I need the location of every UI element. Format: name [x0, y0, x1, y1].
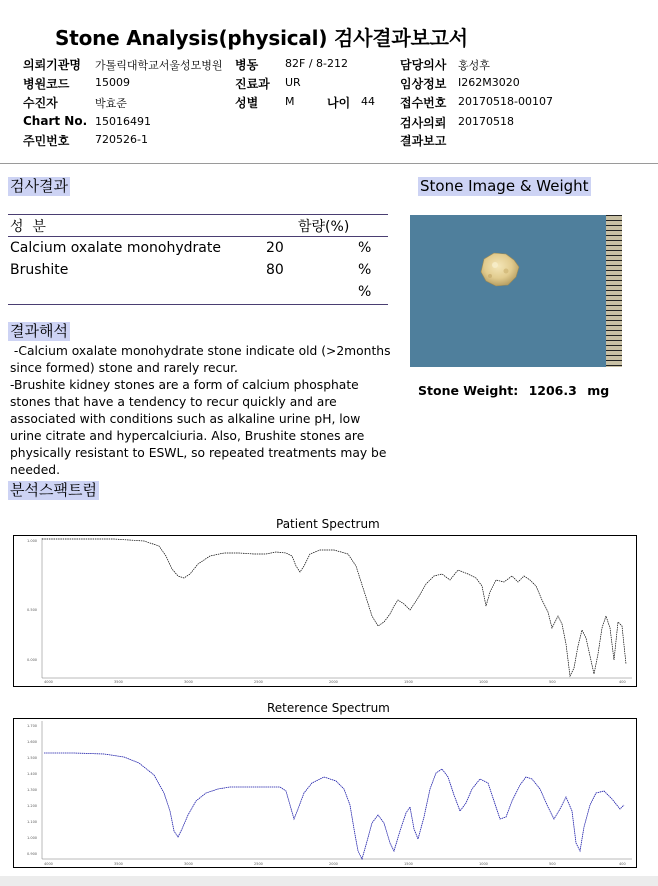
- patient-spectrum-chart: [13, 535, 637, 687]
- hospital-code-label: 병원코드: [23, 77, 70, 91]
- sex-label: 성별: [235, 96, 259, 110]
- svg-text:3500: 3500: [114, 862, 123, 866]
- row1-component: Calcium oxalate monohydrate: [10, 240, 221, 256]
- resident-value: 720526-1: [95, 133, 148, 146]
- interpretation-para-1: -Calcium oxalate monohydrate stone indicate old (>2months since formed) stone and rarely recur.: [10, 344, 395, 375]
- request-label: 검사의뢰: [400, 116, 447, 130]
- svg-text:2000: 2000: [329, 680, 338, 684]
- svg-text:1500: 1500: [404, 862, 413, 866]
- reference-spectrum-line: [44, 753, 624, 859]
- svg-text:1.300: 1.300: [27, 788, 38, 792]
- clinical-info-value: I262M3020: [458, 76, 520, 89]
- department-label: 진료과: [235, 77, 270, 91]
- ward-label: 병동: [235, 58, 259, 72]
- svg-text:1.700: 1.700: [27, 724, 38, 728]
- svg-text:1000: 1000: [479, 862, 488, 866]
- patient-value: 박효준: [95, 97, 127, 110]
- table-header-rule: [8, 236, 388, 237]
- reference-spectrum-title: Reterence Spectrum: [267, 701, 390, 715]
- request-value: 20170518: [458, 115, 514, 128]
- stone-weight-value: 1206.3: [528, 383, 577, 398]
- receipt-label: 접수번호: [400, 96, 447, 110]
- resident-label: 주민번호: [23, 134, 70, 148]
- svg-text:3500: 3500: [114, 680, 123, 684]
- svg-text:0.000: 0.000: [27, 658, 38, 662]
- svg-text:3000: 3000: [184, 680, 193, 684]
- spectrum-section-title: 분석스팩트럼: [10, 481, 97, 499]
- patient-label: 수진자: [23, 96, 58, 110]
- interpretation-para-2: -Brushite kidney stones are a form of calcium phosphate stones that have a tendency to recur quickly and are associated with conditions such as alkaline urine pH, low urine citrate and hypercalciuria. Also, Brushite stones are physically resistant to ESWL, so repeated treatments may be needed.: [10, 378, 387, 477]
- age-label: 나이: [327, 96, 351, 110]
- sex-value: M: [285, 95, 295, 108]
- svg-text:1.000: 1.000: [27, 539, 38, 543]
- row2-value: 80: [266, 262, 284, 278]
- svg-text:1.200: 1.200: [27, 804, 38, 808]
- col-component-header: 성 분: [10, 219, 46, 235]
- page-bottom-band: [0, 876, 658, 886]
- institution-value: 가톨릭대학교서울성모병원: [95, 59, 223, 72]
- svg-text:500: 500: [549, 680, 556, 684]
- hospital-code-value: 15009: [95, 76, 130, 89]
- ward-value: 82F / 8-212: [285, 57, 348, 70]
- stone-weight: [418, 383, 609, 398]
- svg-text:0.500: 0.500: [27, 608, 38, 612]
- svg-text:2500: 2500: [254, 862, 263, 866]
- scale-ruler: [606, 215, 622, 367]
- row2-component: Brushite: [10, 262, 69, 278]
- svg-text:4000: 4000: [44, 680, 53, 684]
- svg-text:1.500: 1.500: [27, 756, 38, 760]
- stone-image-section-title: Stone Image & Weight: [420, 177, 589, 195]
- svg-text:2000: 2000: [329, 862, 338, 866]
- table-bottom-rule: [8, 304, 388, 305]
- interpretation-section-title: 결과해석: [10, 322, 68, 340]
- table-top-rule: [8, 214, 388, 215]
- svg-text:0.900: 0.900: [27, 852, 38, 856]
- chart-value: 15016491: [95, 115, 151, 128]
- stone-photo-svg: [410, 215, 622, 367]
- svg-text:1500: 1500: [404, 680, 413, 684]
- results-section-title: 검사결과: [10, 177, 68, 195]
- department-value: UR: [285, 76, 301, 89]
- svg-text:400: 400: [619, 862, 626, 866]
- svg-text:3000: 3000: [184, 862, 193, 866]
- row1-value: 20: [266, 240, 284, 256]
- svg-text:500: 500: [549, 862, 556, 866]
- svg-text:1.100: 1.100: [27, 820, 38, 824]
- doctor-label: 담당의사: [400, 58, 447, 72]
- row2-unit: %: [358, 262, 372, 278]
- institution-label: 의뢰기관명: [23, 58, 81, 72]
- row1-unit: %: [358, 240, 372, 256]
- result-report-label: 결과보고: [400, 134, 447, 148]
- receipt-value: 20170518-00107: [458, 95, 553, 108]
- doctor-value: 홍성후: [458, 59, 490, 72]
- svg-text:400: 400: [619, 680, 626, 684]
- stone-weight-label: Stone Weight:: [418, 383, 519, 398]
- svg-text:4000: 4000: [44, 862, 53, 866]
- clinical-info-label: 임상정보: [400, 77, 447, 91]
- report-title: Stone Analysis(physical) 검사결과보고서: [55, 26, 468, 50]
- svg-text:2500: 2500: [254, 680, 263, 684]
- stone-weight-unit: mg: [587, 383, 610, 398]
- patient-spectrum-title: Patient Spectrum: [276, 517, 380, 531]
- chart-label: Chart No.: [23, 114, 88, 128]
- col-content-header: 함량(%): [298, 219, 350, 235]
- header-divider: [0, 163, 658, 164]
- svg-text:1000: 1000: [479, 680, 488, 684]
- patient-spectrum-line: [42, 539, 626, 676]
- reference-spectrum-chart: [13, 718, 637, 868]
- age-value: 44: [361, 95, 375, 108]
- row3-unit: %: [358, 284, 372, 300]
- stone-shape: [481, 253, 519, 286]
- svg-text:1.400: 1.400: [27, 772, 38, 776]
- stone-photo: [410, 215, 622, 367]
- svg-text:1.000: 1.000: [27, 836, 38, 840]
- interpretation-text: [10, 343, 395, 479]
- svg-text:1.600: 1.600: [27, 740, 38, 744]
